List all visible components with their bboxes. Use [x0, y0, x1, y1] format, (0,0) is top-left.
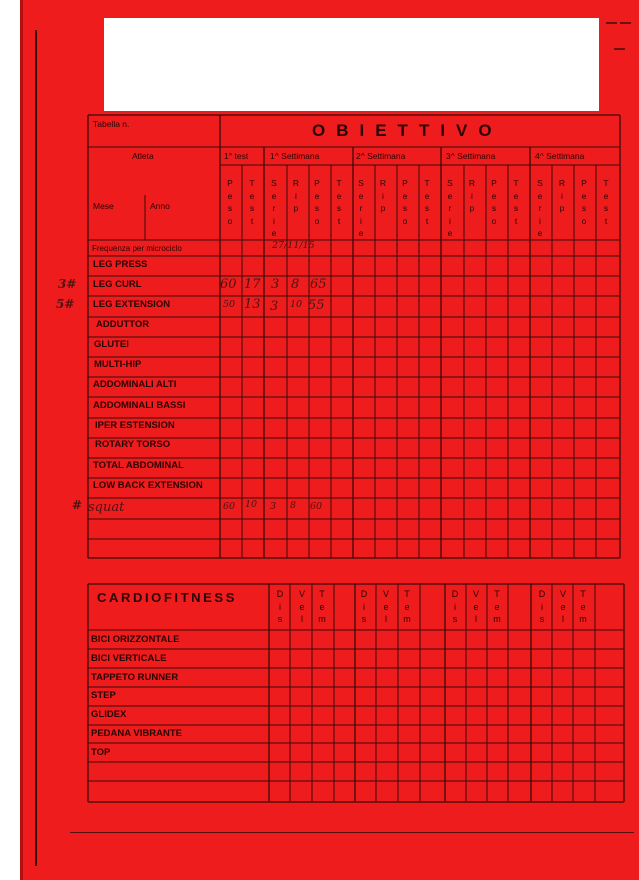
- leg-extension-peso-wk1: 55: [308, 298, 325, 313]
- leg-extension-test: 13: [244, 297, 261, 312]
- mese-label: Mese: [93, 201, 114, 211]
- frequenza-label: Frequenza per microciclo: [92, 244, 182, 253]
- wk1-peso-header: P e s o: [314, 178, 320, 226]
- cardio-dis-header: D i s: [538, 589, 546, 624]
- leg-curl-rip: 8: [291, 277, 300, 292]
- cardio-vel-header: V e l: [559, 589, 566, 624]
- exercise-label: TOTAL ABDOMINAL: [93, 460, 184, 471]
- week-4-label: 4^ Settimana: [535, 151, 585, 161]
- cardio-tem-header: T e m: [318, 589, 326, 624]
- leg-extension-peso: 50: [223, 299, 236, 310]
- exercise-label: GLUTEI: [94, 339, 129, 350]
- wk3-rip-header: R i p: [468, 178, 476, 213]
- squat-peso: 60: [223, 501, 236, 512]
- exercise-label: ADDOMINALI BASSI: [93, 400, 186, 411]
- squat-test: 10: [245, 499, 258, 510]
- wk1-test-header: T e s t: [336, 178, 342, 226]
- exercise-label: ROTARY TORSO: [95, 439, 171, 450]
- cardio-tem-header: T e m: [579, 589, 587, 624]
- exercise-label: LEG EXTENSION: [93, 299, 171, 310]
- test-column-label: 1° test: [224, 151, 249, 161]
- cardio-dis-header: D i s: [276, 589, 284, 624]
- exercise-label: IPER ESTENSION: [95, 420, 175, 431]
- cardio-machine-label: BICI VERTICALE: [91, 653, 167, 664]
- wk2-test-header: T e s t: [424, 178, 430, 226]
- wk2-serie-header: S e r i e: [358, 178, 364, 238]
- squat-serie: 3: [270, 501, 277, 512]
- test-peso-header: P e s o: [227, 178, 233, 226]
- cardio-machine-label: PEDANA VIBRANTE: [91, 728, 182, 739]
- wk1-serie-header: S e r i e: [271, 178, 277, 238]
- week-2-label: 2^ Settimana: [356, 151, 406, 161]
- leg-extension-serie: 3: [270, 299, 279, 314]
- leg-extension-marker: 5#: [56, 297, 75, 311]
- exercise-label: LEG PRESS: [93, 259, 148, 270]
- cardio-machine-label: TAPPETO RUNNER: [91, 672, 179, 683]
- squat-rip: 8: [290, 500, 297, 511]
- cardio-dis-header: D i s: [451, 589, 459, 624]
- wk3-peso-header: P e s o: [491, 178, 497, 226]
- cardio-machine-label: BICI ORIZZONTALE: [91, 634, 180, 645]
- tabella-label: Tabella n.: [93, 119, 130, 129]
- leg-extension-rip: 10: [290, 299, 303, 310]
- cardio-vel-header: V e l: [298, 589, 305, 624]
- squat-marker: #: [72, 498, 83, 512]
- exercise-label: ADDOMINALI ALTI: [93, 379, 177, 390]
- cardio-vel-header: V e l: [382, 589, 389, 624]
- obiettivo-title: OBIETTIVO: [312, 121, 503, 140]
- cardio-machine-label: STEP: [91, 690, 116, 701]
- cardio-machine-label: TOP: [91, 747, 111, 758]
- leg-curl-peso: 60: [220, 277, 237, 292]
- wk2-peso-header: P e s o: [402, 178, 408, 226]
- wk3-test-header: T e s t: [513, 178, 519, 226]
- week-1-label: 1^ Settimana: [270, 151, 320, 161]
- exercise-label: LOW BACK EXTENSION: [93, 480, 203, 491]
- wk4-rip-header: R i p: [558, 178, 566, 213]
- exercise-label: ADDUTTOR: [96, 319, 150, 330]
- leg-curl-marker: 3#: [58, 277, 77, 291]
- cardio-tem-header: T e m: [493, 589, 501, 624]
- cardiofitness-title: CARDIOFITNESS: [97, 590, 237, 605]
- wk4-serie-header: S e r i e: [537, 178, 543, 238]
- exercise-label: MULTI-HIP: [94, 359, 142, 370]
- anno-label: Anno: [150, 201, 170, 211]
- squat-peso-wk1: 60: [310, 501, 323, 512]
- bottom-rule: [70, 832, 634, 833]
- wk3-serie-header: S e r i e: [447, 178, 453, 238]
- cardio-machine-label: GLIDEX: [91, 709, 127, 720]
- leg-curl-peso-wk1: 65: [310, 277, 327, 292]
- test-test-header: T e s t: [249, 178, 255, 226]
- wk2-rip-header: R i p: [379, 178, 387, 213]
- frequency-date: 27/11/15: [272, 240, 315, 251]
- atleta-label: Atleta: [132, 151, 154, 161]
- leg-curl-test: 17: [244, 277, 261, 292]
- exercise-label: LEG CURL: [93, 279, 142, 290]
- wk1-rip-header: R i p: [292, 178, 300, 213]
- week-3-label: 3^ Settimana: [446, 151, 496, 161]
- squat-name: squat: [88, 500, 125, 515]
- cardio-dis-header: D i s: [360, 589, 368, 624]
- leg-curl-serie: 3: [271, 277, 280, 292]
- cardio-tem-header: T e m: [403, 589, 411, 624]
- wk4-test-header: T e s t: [603, 178, 609, 226]
- cardio-vel-header: V e l: [472, 589, 479, 624]
- wk4-peso-header: P e s o: [581, 178, 587, 226]
